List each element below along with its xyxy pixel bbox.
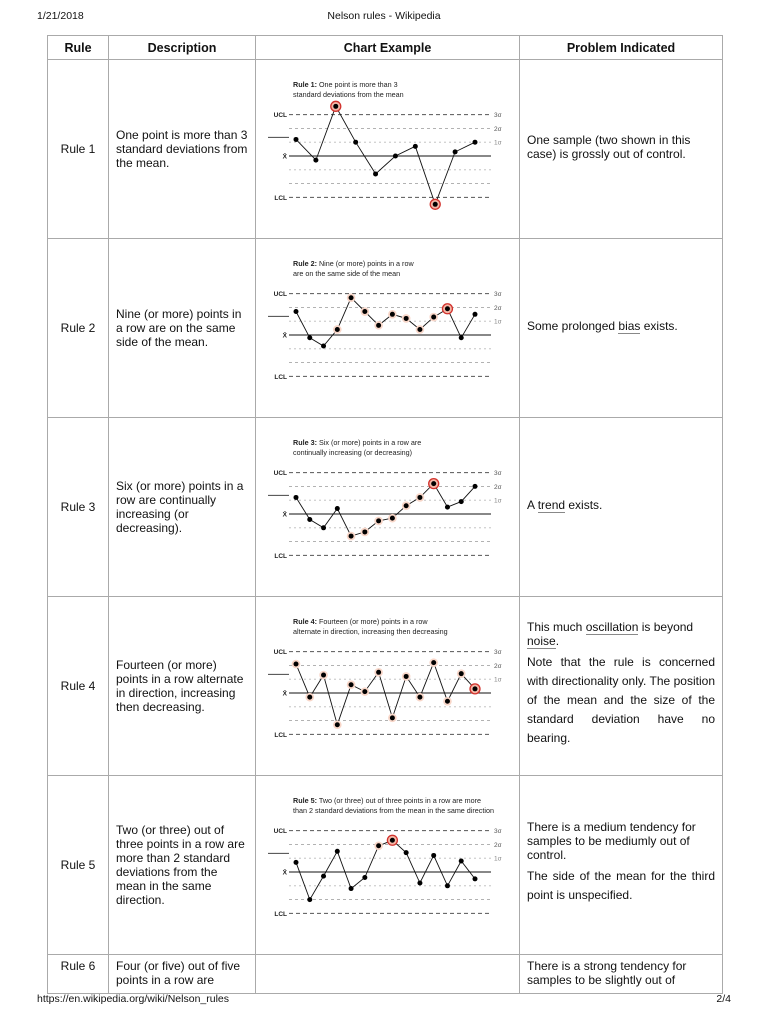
data-point [412,144,417,149]
data-point [321,525,326,530]
wiki-link[interactable]: oscillation [585,619,639,634]
rule-description: Four (or five) out of five points in a row are [109,955,256,994]
data-point [472,140,477,145]
chart-title-text: Nine (or more) points in a row [316,259,414,268]
problem-text: A [527,497,538,512]
problem-indicated [520,418,723,597]
chart-title-line2: standard deviations from the mean [292,90,404,99]
problem-text: is beyond [638,619,694,634]
problem-text: One sample (two shown in this case) is grossly out of control. [527,132,691,161]
problem-text: . [555,633,560,648]
rule-name: Rule 5 [48,776,109,955]
wiki-link[interactable]: noise [527,633,556,648]
data-point [307,695,312,700]
data-point [444,699,449,704]
problem-paragraph [527,498,715,512]
problem-paragraph [527,867,715,905]
data-point [348,534,353,539]
table-row [48,597,723,776]
axis-label-s3: 3σ [493,470,502,478]
axis-label-mean: X̄ [282,511,287,519]
rule-name: Rule 4 [48,597,109,776]
data-point [458,335,463,340]
data-point [403,674,408,679]
data-point [334,849,339,854]
problem-indicated [520,60,723,239]
chart-title-line2: than 2 standard deviations from the mean in the same direction [292,806,494,815]
axis-label-s1: 1σ [493,855,502,863]
rule-description: Two (or three) out of three points in a row are more than 2 standard deviations from the mean in the same direction. [109,776,256,955]
data-point [307,517,312,522]
data-point [307,897,312,902]
control-chart [263,606,513,766]
data-point [353,140,358,145]
table-row [48,955,723,994]
data-point [472,686,477,691]
data-point [431,481,436,486]
rule-description: Six (or more) points in a row are continually increasing (or decreasing). [109,418,256,597]
axis-label-lcl: LCL [273,552,287,560]
data-point [362,689,367,694]
data-point [392,154,397,159]
chart-example-cell [256,776,520,955]
data-point [321,344,326,349]
axis-label-ucl: UCL [273,470,287,478]
data-point [472,484,477,489]
data-point [432,202,437,207]
data-point [376,323,381,328]
problem-paragraph [527,133,715,161]
control-chart [263,69,513,229]
data-point [389,838,394,843]
axis-label-s1: 1σ [493,676,502,684]
page-url: https://en.wikipedia.org/wiki/Nelson_rules [37,993,230,1005]
rule-description: One point is more than 3 standard deviations from the mean. [109,60,256,239]
data-point [472,312,477,317]
column-header-rule: Rule [48,36,109,60]
chart-title [293,796,481,805]
data-point [458,858,463,863]
chart-title [293,259,414,268]
problem-text: exists. [565,497,603,512]
table-row [48,60,723,239]
axis-label-s2: 2σ [493,125,502,133]
data-point [431,853,436,858]
axis-label-s2: 2σ [493,841,502,849]
chart-title-text: Six (or more) points in a row are [316,438,421,447]
axis-label-s2: 2σ [493,483,502,491]
rule-name: Rule 3 [48,418,109,597]
data-point [348,682,353,687]
chart-title-rule: Rule 3: [292,438,317,447]
table-header-row [48,36,723,60]
chart-example-cell [256,60,520,239]
data-point [334,506,339,511]
data-point [376,670,381,675]
column-header-description: Description [109,36,256,60]
data-point [458,499,463,504]
axis-label-mean: X̄ [282,153,287,161]
axis-label-mean: X̄ [282,690,287,698]
chart-example-cell [256,239,520,418]
data-point [293,495,298,500]
data-point [362,529,367,534]
page-number: 2/4 [716,993,731,1005]
chart-title-text: Fourteen (or more) points in a row [316,617,428,626]
data-point [431,315,436,320]
problem-paragraph [527,319,715,333]
data-point [321,673,326,678]
axis-label-ucl: UCL [273,828,287,836]
problem-indicated [520,239,723,418]
axis-label-s1: 1σ [493,139,502,147]
chart-title-rule: Rule 1: [292,80,317,89]
data-point [362,309,367,314]
data-point [417,881,422,886]
data-point [307,335,312,340]
problem-text: exists. [640,318,678,333]
rule-name: Rule 2 [48,239,109,418]
wiki-link[interactable]: trend [537,497,566,512]
data-point [472,876,477,881]
problem-indicated: There is a strong tendency for samples to be slightly out of [520,955,723,994]
axis-label-s3: 3σ [493,828,502,836]
control-chart [263,785,513,945]
data-point [458,671,463,676]
chart-title [293,438,421,447]
data-point [389,516,394,521]
axis-label-s2: 2σ [493,662,502,670]
data-point [313,158,318,163]
axis-label-s3: 3σ [493,112,502,120]
column-header-chart-example: Chart Example [256,36,520,60]
data-point [373,171,378,176]
problem-text: Some prolonged [527,318,619,333]
data-point [348,886,353,891]
data-point [452,149,457,154]
data-series-line [296,106,475,204]
data-point [403,316,408,321]
chart-title-rule: Rule 4: [292,617,317,626]
chart-title-text: One point is more than 3 [316,80,398,89]
chart-example-cell [256,955,520,994]
print-header [0,0,768,30]
data-point [362,875,367,880]
data-point [403,850,408,855]
problem-text: This much [527,619,586,634]
data-point [376,843,381,848]
data-point [321,874,326,879]
nelson-rules-table [47,35,723,994]
problem-indicated [520,597,723,776]
rule-description: Nine (or more) points in a row are on the same side of the mean. [109,239,256,418]
problem-indicated [520,776,723,955]
axis-label-mean: X̄ [282,869,287,877]
axis-label-s1: 1σ [493,318,502,326]
data-point [293,860,298,865]
problem-text: The side of the mean for the third point is unspecified. [527,869,715,902]
data-point [389,312,394,317]
column-header-problem: Problem Indicated [520,36,723,60]
problem-text: There is a medium tendency for samples to be mediumly out of control. [527,820,696,862]
chart-title-text: Two (or three) out of three points in a row are more [316,796,481,805]
rule-name: Rule 1 [48,60,109,239]
print-title: Nelson rules - Wikipedia [327,10,441,22]
axis-label-lcl: LCL [273,373,287,381]
axis-label-lcl: LCL [273,194,287,202]
data-point [293,662,298,667]
chart-title [293,80,398,89]
axis-label-lcl: LCL [273,731,287,739]
data-point [389,715,394,720]
axis-label-ucl: UCL [273,649,287,657]
data-series-line [296,840,475,899]
control-chart [263,248,513,408]
data-point [444,306,449,311]
data-point [293,137,298,142]
data-point [417,695,422,700]
axis-label-ucl: UCL [273,291,287,299]
chart-title-line2: alternate in direction, increasing then decreasing [292,627,448,636]
chart-example-cell [256,597,520,776]
data-point [334,327,339,332]
axis-label-lcl: LCL [273,910,287,918]
axis-label-s1: 1σ [493,497,502,505]
chart-title-line2: continually increasing (or decreasing) [292,448,412,457]
data-point [348,295,353,300]
axis-label-ucl: UCL [273,112,287,120]
data-point [417,327,422,332]
data-point [403,503,408,508]
chart-example-cell [256,418,520,597]
chart-title-line2: are on the same side of the mean [292,269,400,278]
problem-paragraph [527,820,715,862]
data-point [417,495,422,500]
table-row [48,418,723,597]
data-point [376,518,381,523]
problem-paragraph [527,653,715,748]
chart-title-rule: Rule 2: [292,259,317,268]
data-point [334,722,339,727]
axis-label-s3: 3σ [493,291,502,299]
print-date: 1/21/2018 [37,10,84,22]
problem-paragraph [527,620,715,648]
problem-text: Note that the rule is concerned with directionality only. The position of the mean and the size of the standard deviation have no bearing. [527,654,715,745]
data-point [431,660,436,665]
rule-description: Fourteen (or more) points in a row alternate in direction, increasing then decreasing. [109,597,256,776]
data-point [444,883,449,888]
table-row [48,239,723,418]
chart-title [293,617,428,626]
chart-title-rule: Rule 5: [292,796,317,805]
axis-label-s3: 3σ [493,649,502,657]
data-point [293,309,298,314]
table-row [48,776,723,955]
rule-name: Rule 6 [48,955,109,994]
wiki-link[interactable]: bias [618,318,641,333]
data-point [333,104,338,109]
data-point [444,505,449,510]
axis-label-mean: X̄ [282,332,287,340]
axis-label-s2: 2σ [493,304,502,312]
control-chart [263,427,513,587]
